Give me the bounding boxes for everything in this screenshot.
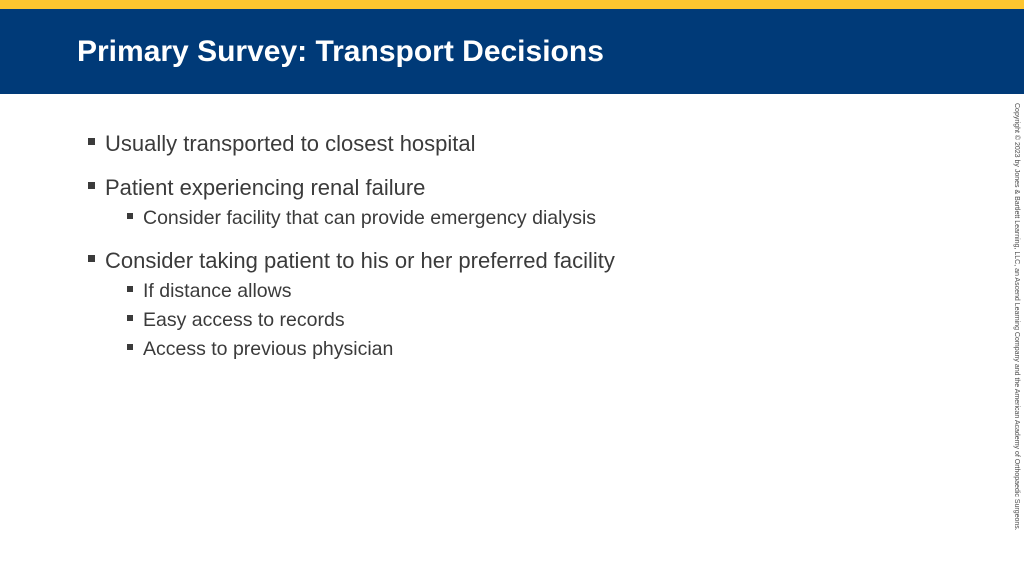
sub-bullet-item	[143, 207, 596, 230]
accent-stripe	[0, 0, 1024, 9]
bullet-square-icon	[127, 344, 133, 350]
copyright-notice: Copyright © 2023 by Jones & Bartlett Learning, LLC, an Ascend Learning Company and the American Academy of Orthopaedic Surgeons.	[1013, 103, 1020, 531]
sub-bullet-item	[143, 338, 393, 361]
bullet-square-icon	[88, 138, 95, 145]
sub-bullet-text: Easy access to records	[143, 309, 345, 331]
bullet-text: Patient experiencing renal failure	[105, 175, 426, 200]
bullet-text: Consider taking patient to his or her preferred facility	[105, 248, 615, 273]
sub-bullet-text: Consider facility that can provide emergency dialysis	[143, 207, 597, 229]
sub-bullet-text: Access to previous physician	[143, 338, 394, 360]
bullet-text: Usually transported to closest hospital	[105, 131, 476, 156]
slide-title: Primary Survey: Transport Decisions	[77, 35, 604, 68]
bullet-square-icon	[127, 213, 133, 219]
sub-bullet-item	[143, 280, 292, 303]
sub-bullet-text: If distance allows	[143, 280, 292, 302]
bullet-item	[105, 175, 425, 201]
sub-bullet-item	[143, 309, 345, 332]
bullet-square-icon	[88, 255, 95, 262]
bullet-square-icon	[127, 315, 133, 321]
bullet-square-icon	[88, 182, 95, 189]
bullet-square-icon	[127, 286, 133, 292]
title-bar	[0, 9, 1024, 94]
bullet-item	[105, 131, 476, 157]
bullet-item	[105, 248, 615, 274]
